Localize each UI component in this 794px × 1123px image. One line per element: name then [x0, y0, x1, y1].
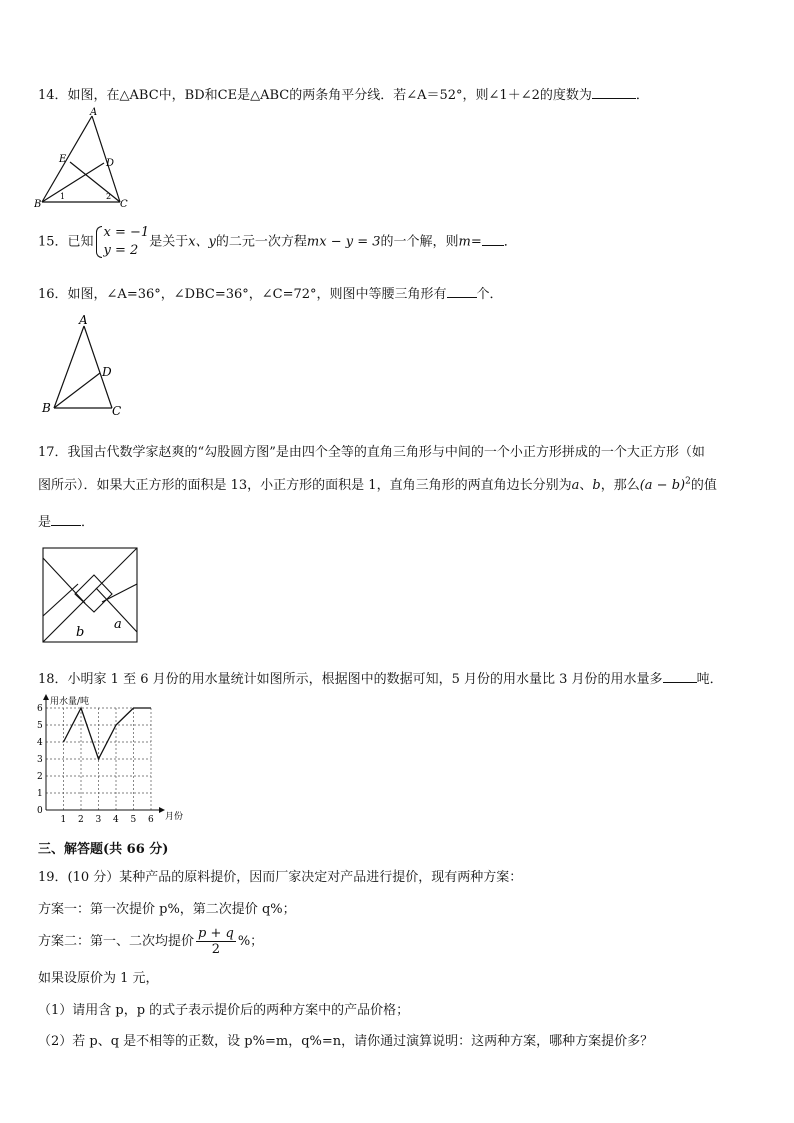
q15-equation: mx − y = 3: [306, 234, 381, 250]
q15-answer-blank: [482, 233, 504, 246]
label-e: E: [59, 154, 67, 165]
water-usage-line-chart: [32, 692, 192, 828]
question-15: [38, 224, 517, 260]
q17-line1: 17．我国古代数学家赵爽的“勾股圆方图”是由四个全等的直角三角形与中间的一个小正方形拼成的一个大正方形（如: [38, 445, 705, 460]
question-19-sub-1: （1）请用含 p，p 的式子表示提价后的两种方案中的产品价格；: [38, 1003, 410, 1018]
label-c: C: [112, 404, 122, 418]
q19-frac-num: p + q: [198, 926, 234, 941]
q17-exponent: 2: [685, 476, 691, 487]
q15-equation-system: [94, 224, 150, 260]
q17-line2-a: 图所示）．如果大正方形的面积是 13，小正方形的面积是 1，直角三角形的两直角边长分别为: [38, 478, 572, 493]
label-angle-1: 1: [60, 192, 66, 201]
label-d: D: [106, 158, 115, 169]
y-tick-label: 5: [37, 721, 43, 731]
q19-frac-den: 2: [211, 942, 221, 957]
q14-answer-blank: [592, 86, 636, 99]
question-17-line-2: [38, 474, 717, 493]
series-line: [64, 708, 152, 759]
q15-eq1: x = −1: [103, 225, 150, 240]
label-angle-2: 2: [106, 192, 112, 201]
label-b: B: [42, 401, 51, 415]
y-tick-label: 4: [37, 738, 43, 748]
q15-mid1: 是关于: [149, 234, 189, 250]
section-3-title: 三、解答题(共 66 分): [38, 842, 169, 857]
x-tick-label: 1: [60, 815, 67, 825]
question-18: [38, 668, 723, 687]
y-axis-arrow: [43, 694, 49, 700]
label-a: A: [90, 107, 98, 118]
y-tick-label: 2: [37, 772, 43, 782]
q19-plan2-prefix: 方案二：第一、二次均提价: [38, 934, 195, 949]
q17-end: ．: [81, 515, 95, 530]
q17-line2-b: ，那么: [600, 478, 640, 493]
q19-plan2-suffix: %；: [237, 934, 264, 949]
question-14: [38, 84, 649, 103]
q16-text: 16．如图，∠A=36°，∠DBC=36°，∠C=72°，则图中等腰三角形有: [38, 287, 447, 302]
q15-vars: x、y: [188, 234, 216, 250]
q17-b: b: [592, 478, 601, 493]
label-a: a: [114, 617, 122, 632]
label-d: D: [102, 365, 112, 379]
label-b: b: [76, 625, 85, 640]
q14-triangle-figure: [34, 106, 130, 210]
q17-sep: 、: [579, 478, 593, 493]
diagonal: [43, 548, 137, 642]
side-ab: [54, 326, 84, 408]
inner-edge: [43, 584, 78, 616]
question-19-plan-1: 方案一：第一次提价 p%，第二次提价 q%；: [38, 902, 296, 917]
inner-square: [75, 575, 112, 612]
q14-text: 14．如图，在△ABC中，BD和CE是△ABC的两条角平分线．若∠A＝52°，则∠1＋∠2的度数为: [38, 88, 592, 103]
x-tick-label: 6: [148, 815, 154, 825]
q18-text: 18．小明家 1 至 6 月份的用水量统计如图所示，根据图中的数据可知，5 月份的用水量比 3 月份的用水量多: [38, 672, 663, 687]
question-19-intro: 19．(10 分）某种产品的原料提价，因而厂家决定对产品进行提价，现有两种方案：: [38, 870, 523, 885]
q15-mid3: 的一个解，则: [380, 234, 459, 250]
q15-eq2: y = 2: [103, 243, 139, 258]
q16-answer-blank: [447, 285, 477, 298]
q15-m: m: [458, 234, 471, 250]
q16-triangle-figure: [38, 312, 134, 418]
y-axis-label: 用水量/吨: [50, 697, 90, 707]
x-tick-label: 3: [95, 815, 102, 825]
q16-end: 个．: [476, 287, 503, 302]
q17-line2-c: 的值: [690, 478, 717, 493]
y-tick-label: 3: [37, 755, 43, 765]
q17-pythagorean-square-figure: [40, 546, 140, 644]
question-16: [38, 283, 503, 302]
q17-a: a: [571, 478, 580, 493]
label-b: B: [34, 199, 42, 210]
question-17-line-1: [38, 441, 705, 460]
x-axis-label: 月份: [165, 812, 184, 822]
label-a: A: [79, 313, 88, 327]
q17-line3: 是: [38, 515, 52, 530]
inner-edge-2: [102, 584, 137, 602]
label-c: C: [120, 199, 128, 210]
q15-end: ．: [503, 234, 517, 250]
question-17-line-3: [38, 511, 94, 530]
question-19-sub-2: （2）若 p、q 是不相等的正数，设 p%=m，q%=n，请你通过演算说明：这两种方案，哪种方案提价多？: [38, 1034, 654, 1049]
q15-prefix: 15．已知: [38, 234, 94, 250]
q19-fraction: [196, 926, 236, 957]
q15-eq-sign: =: [470, 234, 482, 250]
y-tick-label: 6: [37, 704, 43, 714]
question-19-plan-2: [38, 926, 263, 957]
q15-mid2: 的二元一次方程: [215, 234, 307, 250]
x-tick-label: 4: [113, 815, 119, 825]
y-tick-label: 1: [37, 789, 43, 799]
q17-answer-blank: [51, 513, 81, 526]
y-tick-label: 0: [37, 806, 43, 816]
q18-answer-blank: [663, 670, 697, 683]
q18-end: 吨．: [696, 672, 723, 687]
q17-expr: (a − b): [639, 478, 686, 493]
side-ab: [42, 116, 92, 202]
q14-end: ．: [635, 88, 649, 103]
x-tick-label: 2: [78, 815, 84, 825]
x-tick-label: 5: [130, 815, 137, 825]
question-19-assume: 如果设原价为 1 元，: [38, 971, 159, 986]
